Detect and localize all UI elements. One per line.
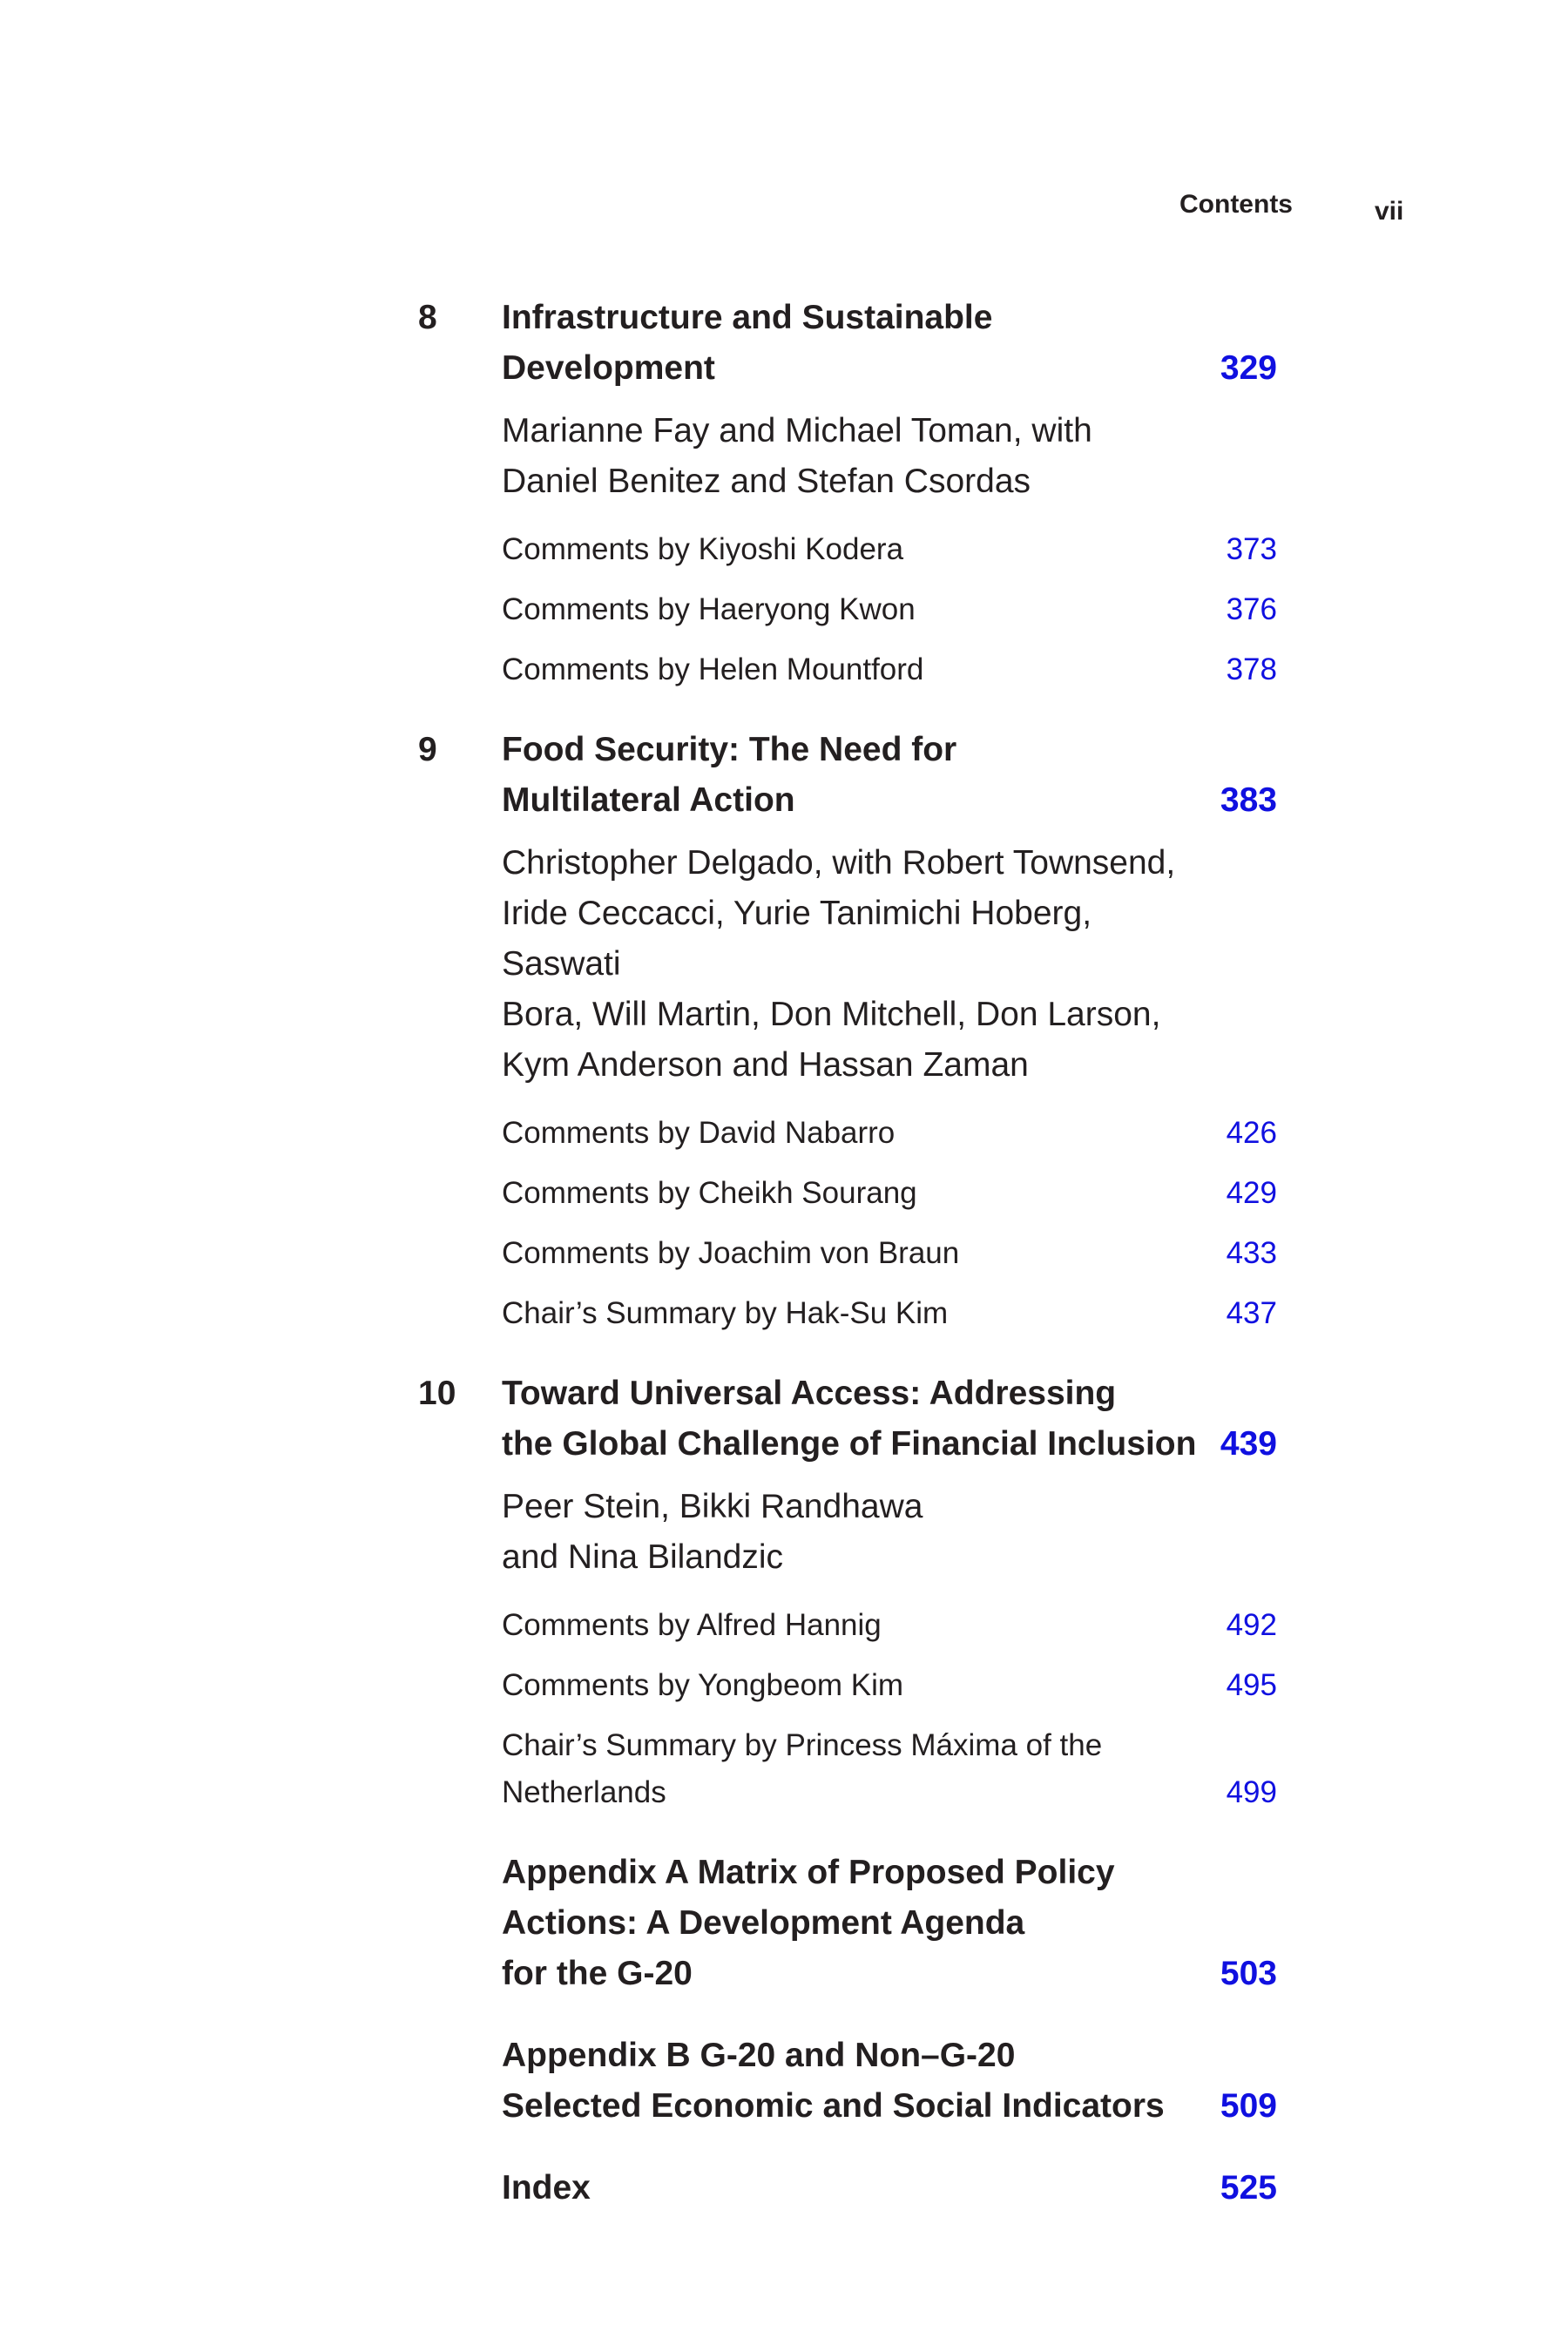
comment-title-line: Comments by David Nabarro <box>502 1116 896 1150</box>
comment-title-line: Chair’s Summary by Princess Máxima of the <box>502 1728 1103 1762</box>
page-header <box>0 186 1568 239</box>
comment-title <box>502 1662 1176 1709</box>
comment-title-line: Netherlands <box>502 1775 666 1809</box>
author-line: Bora, Will Martin, Don Mitchell, Don Larson, <box>502 996 1161 1033</box>
comment-page-number[interactable]: 429 <box>1226 1176 1277 1210</box>
back-matter-page-number[interactable]: 509 <box>1220 2087 1277 2125</box>
toc-chapter-entry[interactable] <box>418 1369 1298 1816</box>
chapter-number: 9 <box>418 731 437 768</box>
toc-back-matter-entry[interactable] <box>418 1848 1298 1999</box>
back-matter-title <box>502 1848 1202 1999</box>
author-line: Daniel Benitez and Stefan Csordas <box>502 463 1031 500</box>
chapter-title-row[interactable] <box>418 725 1298 826</box>
comment-entry[interactable] <box>418 1722 1298 1816</box>
chapter-number: 10 <box>418 1375 456 1412</box>
comment-title-line: Comments by Yongbeom Kim <box>502 1668 904 1702</box>
comment-page-number[interactable]: 495 <box>1226 1668 1277 1702</box>
chapter-title-line: Multilateral Action <box>502 781 795 819</box>
comment-title-line: Chair’s Summary by Hak-Su Kim <box>502 1296 949 1330</box>
back-matter-title-line: Actions: A Development Agenda <box>502 1904 1025 1942</box>
back-matter-title <box>502 2031 1202 2132</box>
comment-entry[interactable] <box>418 586 1298 633</box>
comment-title <box>502 1230 1176 1277</box>
chapter-page-number[interactable]: 383 <box>1220 781 1277 819</box>
toc-chapter-entry[interactable] <box>418 293 1298 693</box>
comment-title <box>502 526 1176 573</box>
chapter-number: 8 <box>418 299 437 336</box>
chapter-title-line: Infrastructure and Sustainable <box>502 299 993 336</box>
chapter-title-line: Toward Universal Access: Addressing <box>502 1375 1117 1412</box>
comment-page-number[interactable]: 492 <box>1226 1608 1277 1642</box>
comments-list <box>418 1602 1298 1816</box>
page-number: vii <box>1375 197 1404 226</box>
comment-page-number[interactable]: 376 <box>1226 592 1277 626</box>
back-matter-title-line: Selected Economic and Social Indicators <box>502 2087 1165 2125</box>
comment-entry[interactable] <box>418 526 1298 573</box>
back-matter-title-line: for the G-20 <box>502 1955 693 1992</box>
comment-title-line: Comments by Cheikh Sourang <box>502 1176 917 1210</box>
comment-title <box>502 1290 1176 1337</box>
toc-back-matter-entry[interactable] <box>418 2031 1298 2132</box>
comment-entry[interactable] <box>418 1290 1298 1337</box>
comment-title <box>502 1170 1176 1217</box>
chapter-authors <box>418 406 1298 507</box>
comment-title <box>502 586 1176 633</box>
comment-title-line: Comments by Helen Mountford <box>502 652 924 686</box>
comment-page-number[interactable]: 378 <box>1226 652 1277 686</box>
comment-page-number[interactable]: 499 <box>1226 1775 1277 1809</box>
chapter-title-line: the Global Challenge of Financial Inclusion <box>502 1425 1197 1463</box>
chapter-authors <box>418 1482 1298 1583</box>
comment-page-number[interactable]: 433 <box>1226 1236 1277 1270</box>
author-line: Kym Anderson and Hassan Zaman <box>502 1046 1029 1084</box>
comment-entry[interactable] <box>418 1170 1298 1217</box>
running-head: Contents <box>1179 190 1293 219</box>
author-line: Marianne Fay and Michael Toman, with <box>502 412 1092 449</box>
comment-page-number[interactable]: 426 <box>1226 1116 1277 1150</box>
author-line: Christopher Delgado, with Robert Townsend, <box>502 844 1176 882</box>
comment-entry[interactable] <box>418 1662 1298 1709</box>
table-of-contents <box>418 293 1298 2213</box>
author-line: Peer Stein, Bikki Randhawa <box>502 1488 923 1525</box>
back-matter-title-line: Appendix A Matrix of Proposed Policy <box>502 1854 1115 1891</box>
toc-back-matter-entry[interactable] <box>418 2163 1298 2213</box>
comment-title-line: Comments by Haeryong Kwon <box>502 592 916 626</box>
back-matter-title-row[interactable] <box>418 2031 1298 2132</box>
chapter-title-line: Development <box>502 349 715 387</box>
chapter-title <box>502 293 1202 394</box>
comment-page-number[interactable]: 437 <box>1226 1296 1277 1330</box>
back-matter-title-row[interactable] <box>418 1848 1298 1999</box>
comment-page-number[interactable]: 373 <box>1226 532 1277 566</box>
chapter-title <box>502 725 1202 826</box>
comment-entry[interactable] <box>418 1230 1298 1277</box>
back-matter-title-line: Appendix B G-20 and Non–G-20 <box>502 2037 1016 2074</box>
comment-title-line: Comments by Kiyoshi Kodera <box>502 532 904 566</box>
chapter-page-number[interactable]: 329 <box>1220 349 1277 387</box>
comment-entry[interactable] <box>418 1110 1298 1157</box>
toc-chapter-entry[interactable] <box>418 725 1298 1337</box>
back-matter-title-row[interactable] <box>418 2163 1298 2213</box>
chapter-page-number[interactable]: 439 <box>1220 1425 1277 1463</box>
comments-list <box>418 1110 1298 1337</box>
comment-title <box>502 1602 1176 1649</box>
comment-entry[interactable] <box>418 1602 1298 1649</box>
comment-title <box>502 1722 1176 1816</box>
comment-title <box>502 1110 1176 1157</box>
author-line: Iride Ceccacci, Yurie Tanimichi Hoberg, Saswati <box>502 895 1092 983</box>
comment-entry[interactable] <box>418 646 1298 693</box>
back-matter-title-line: Index <box>502 2169 591 2207</box>
chapter-authors <box>418 838 1298 1091</box>
chapter-title-line: Food Security: The Need for <box>502 731 957 768</box>
chapter-title <box>502 1369 1202 1470</box>
back-matter-page-number[interactable]: 503 <box>1220 1955 1277 1992</box>
author-line: and Nina Bilandzic <box>502 1538 784 1576</box>
back-matter-page-number[interactable]: 525 <box>1220 2169 1277 2207</box>
chapter-title-row[interactable] <box>418 293 1298 394</box>
comment-title-line: Comments by Joachim von Braun <box>502 1236 960 1270</box>
comment-title <box>502 646 1176 693</box>
back-matter-title <box>502 2163 1202 2213</box>
chapter-title-row[interactable] <box>418 1369 1298 1470</box>
comment-title-line: Comments by Alfred Hannig <box>502 1608 882 1642</box>
comments-list <box>418 526 1298 693</box>
